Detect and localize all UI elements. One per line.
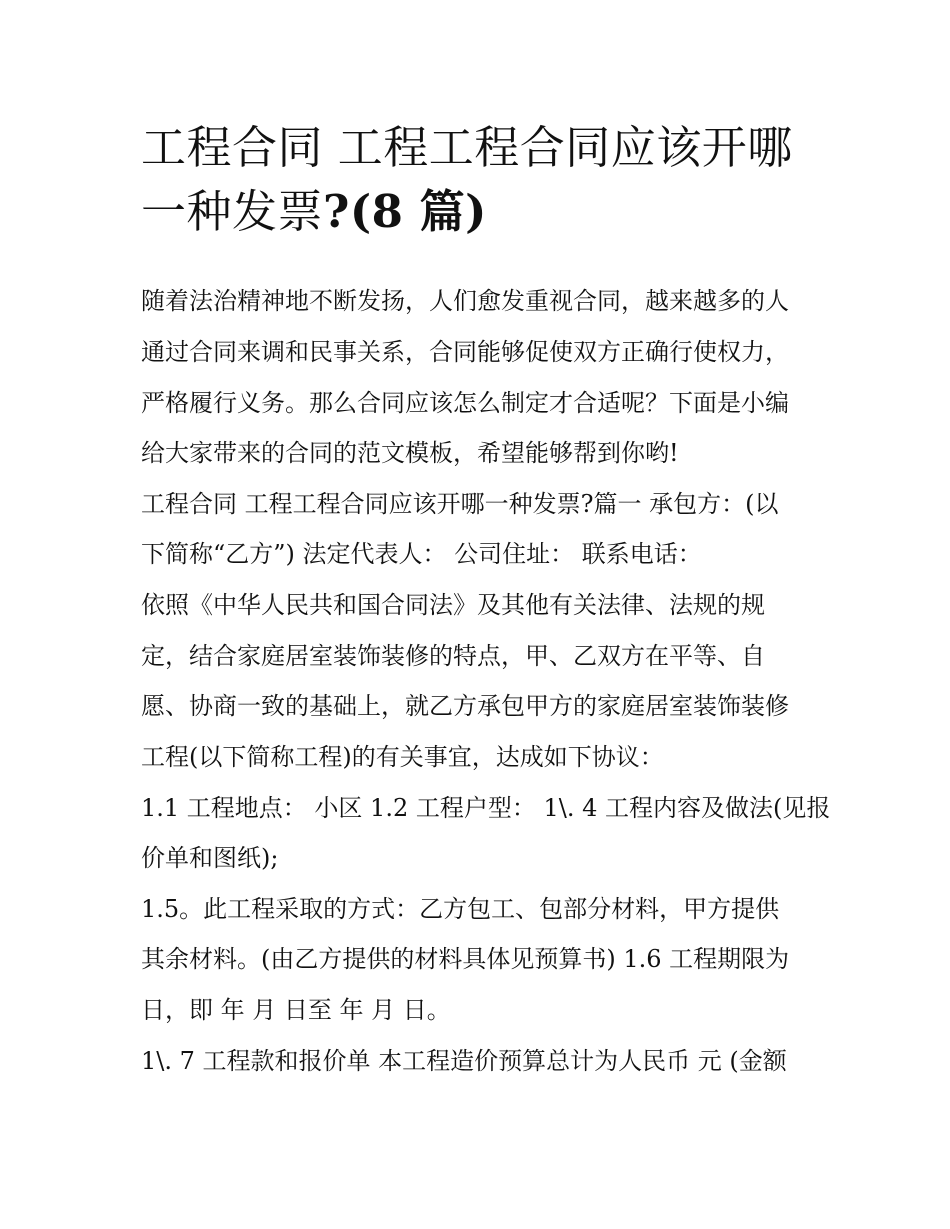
document-title [141, 116, 821, 244]
paragraph-line: 严格履行义务。那么合同应该怎么制定才合适呢？下面是小编 [141, 389, 789, 417]
paragraph-line: 工程(以下简称工程)的有关事宜，达成如下协议： [141, 743, 664, 771]
paragraph-line: 下简称“乙方”) 法定代表人： 公司住址： 联系电话： [141, 540, 702, 568]
paragraph-line: 随着法治精神地不断发扬，人们愈发重视合同，越来越多的人 [141, 287, 789, 315]
paragraph-line: 给大家带来的合同的范文模板，希望能够帮到你哟! [141, 439, 679, 467]
paragraph-line: 1\. 7 工程款和报价单 本工程造价预算总计为人民币 元 (金额 [141, 1047, 787, 1075]
title-suffix: ?(8 篇) [323, 185, 487, 238]
paragraph-line: 依照《中华人民共和国合同法》及其他有关法律、法规的规 [141, 591, 765, 619]
paragraph-line: 通过合同来调和民事关系，合同能够促使双方正确行使权力， [141, 338, 789, 366]
paragraph-line: 1.5。此工程采取的方式：乙方包工、包部分材料，甲方提供 [141, 895, 780, 923]
paragraph-line: 定，结合家庭居室装饰装修的特点，甲、乙双方在平等、自 [141, 642, 765, 670]
paragraph-line: 愿、协商一致的基础上，就乙方承包甲方的家庭居室装饰装修 [141, 692, 789, 720]
paragraph-line: 价单和图纸); [141, 844, 279, 872]
paragraph-line: 日，即 年 月 日至 年 月 日。 [141, 996, 451, 1024]
title-main: 工程合同 工程工程合同应该开哪一种发票 [141, 121, 793, 238]
paragraph-line: 工程合同 工程工程合同应该开哪一种发票?篇一 承包方：(以 [141, 490, 779, 518]
paragraph-line: 其余材料。(由乙方提供的材料具体见预算书) 1.6 工程期限为 [141, 945, 790, 973]
paragraph-line: 1.1 工程地点： 小区 1.2 工程户型： 1\. 4 工程内容及做法(见报 [141, 794, 831, 822]
